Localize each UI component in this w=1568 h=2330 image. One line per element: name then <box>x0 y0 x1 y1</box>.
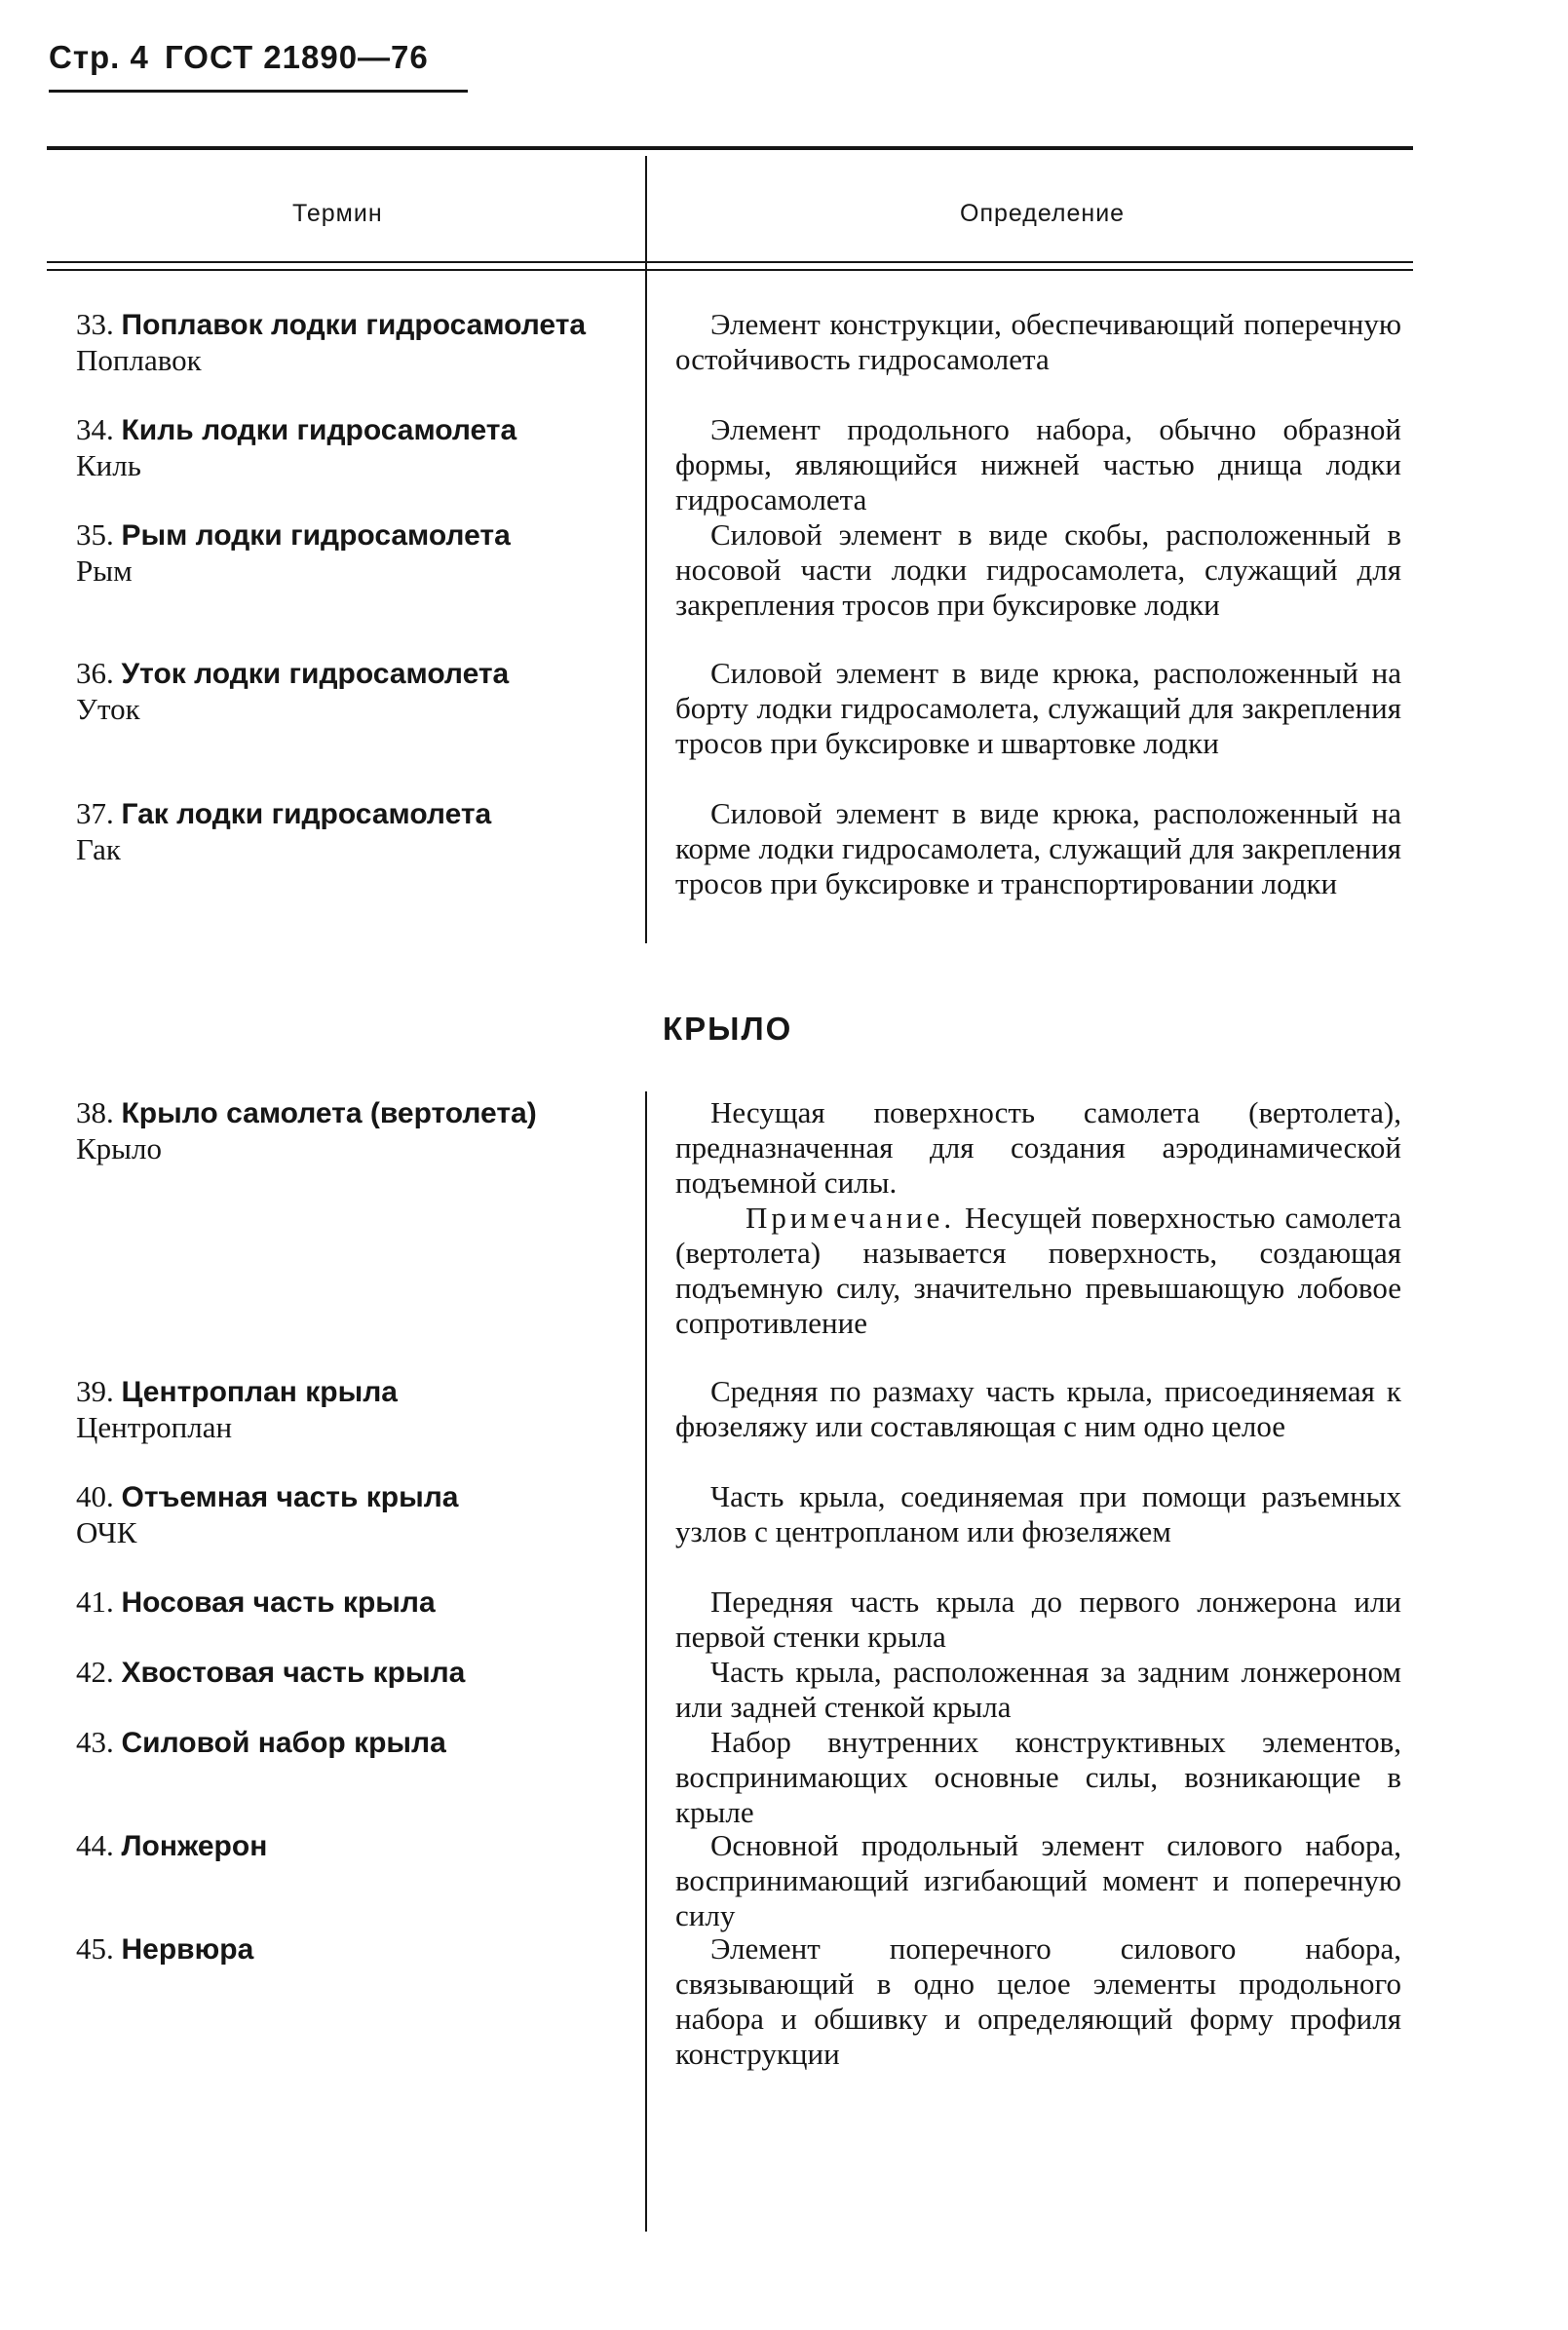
definition-column-header: Определение <box>960 200 1126 227</box>
header-rule-double <box>47 269 1413 271</box>
term-cell <box>76 307 666 378</box>
term-short-form: Поплавок <box>76 343 202 377</box>
page-header <box>49 39 429 76</box>
definition-cell: Набор внутренних конструктивных элементов, воспринимающих основные силы, возникающие в крыле <box>675 1725 1401 1829</box>
definition-cell: Передняя часть крыла до первого лонжерона или первой стенки крыла <box>675 1585 1401 1654</box>
term-number: 42. <box>76 1655 114 1689</box>
term-number: 43. <box>76 1725 114 1759</box>
term-name: Отъемная часть крыла <box>121 1481 459 1513</box>
term-name: Носовая часть крыла <box>121 1586 436 1619</box>
definition-cell: Силовой элемент в виде крюка, расположенный на корме лодки гидросамолета, служащий для закрепления тросов при буксировке и транспортировании лодки <box>675 796 1401 900</box>
term-number: 33. <box>76 307 114 341</box>
standard-code: ГОСТ 21890—76 <box>165 39 429 75</box>
term-number: 45. <box>76 1931 114 1966</box>
definition-cell: Элемент конструкции, обеспечивающий поперечную остойчивость гидросамолета <box>675 307 1401 376</box>
section-title: КРЫЛО <box>663 1011 793 1047</box>
term-number: 39. <box>76 1374 114 1408</box>
definition-cell: Силовой элемент в виде крюка, расположенный на борту лодки гидросамолета, служащий для закрепления тросов при буксировке и швартовке лодки <box>675 656 1401 760</box>
term-number: 40. <box>76 1479 114 1513</box>
term-name: Киль лодки гидросамолета <box>121 414 517 446</box>
header-rule <box>47 261 1413 263</box>
term-column-header: Термин <box>292 200 383 227</box>
term-number: 36. <box>76 656 114 690</box>
term-name: Центроплан крыла <box>121 1376 398 1408</box>
term-name: Рым лодки гидросамолета <box>121 519 511 552</box>
term-cell <box>76 1655 666 1691</box>
term-cell <box>76 656 666 727</box>
definition-cell: Основной продольный элемент силового набора, воспринимающий изгибающий момент и поперечную силу <box>675 1828 1401 1932</box>
term-name: Поплавок лодки гидросамолета <box>121 309 587 341</box>
term-cell <box>76 1931 666 1967</box>
note-label: Примечание. <box>746 1201 956 1235</box>
definition-cell: Силовой элемент в виде скобы, расположенный в носовой части лодки гидросамолета, служащий для закрепления тросов при буксировке лодки <box>675 517 1401 622</box>
term-name: Крыло самолета (вертолета) <box>121 1097 537 1129</box>
term-number: 38. <box>76 1095 114 1129</box>
term-short-form: Уток <box>76 692 140 726</box>
term-cell <box>76 1725 666 1761</box>
term-number: 44. <box>76 1828 114 1862</box>
term-number: 37. <box>76 796 114 830</box>
definition-cell: Элемент поперечного силового набора, связывающий в одно целое элементы продольного набора и обшивку и определяющий форму профиля конструкции <box>675 1931 1401 2071</box>
term-short-form: ОЧК <box>76 1515 137 1549</box>
term-cell <box>76 412 666 483</box>
term-short-form: Гак <box>76 832 121 866</box>
term-cell <box>76 1479 666 1550</box>
term-short-form: Центроплан <box>76 1410 233 1444</box>
definition-cell: Часть крыла, соединяемая при помощи разъемных узлов с центропланом или фюзеляжем <box>675 1479 1401 1548</box>
header-underline <box>49 90 468 93</box>
definition-cell: Часть крыла, расположенная за задним лонжероном или задней стенкой крыла <box>675 1655 1401 1724</box>
definition-cell: Средняя по размаху часть крыла, присоединяемая к фюзеляжу или составляющая с ним одно целое <box>675 1374 1401 1443</box>
note-text: Несущей поверхностью самолета (вертолета) называется поверхность, создающая подъемную силу, значительно превышающую лобовое сопротивление <box>675 1201 1402 1340</box>
term-cell <box>76 1585 666 1621</box>
term-cell <box>76 1095 666 1166</box>
term-name: Уток лодки гидросамолета <box>121 658 510 690</box>
definition-cell <box>675 1095 1401 1341</box>
definition-note <box>675 1201 1401 1341</box>
term-name: Гак лодки гидросамолета <box>121 798 492 830</box>
definition-text: Несущая поверхность самолета (вертолета), предназначенная для создания аэродинамической подъемной силы. <box>675 1095 1401 1200</box>
term-name: Лонжерон <box>121 1830 268 1862</box>
definition-cell: Элемент продольного набора, обычно образной формы, являющийся нижней частью днища лодки гидросамолета <box>675 412 1401 516</box>
term-cell <box>76 517 666 589</box>
term-name: Силовой набор крыла <box>121 1727 446 1759</box>
term-short-form: Крыло <box>76 1131 162 1165</box>
term-name: Хвостовая часть крыла <box>121 1657 466 1689</box>
term-cell <box>76 1828 666 1864</box>
term-short-form: Рым <box>76 554 133 588</box>
term-number: 35. <box>76 517 114 552</box>
term-short-form: Киль <box>76 448 141 482</box>
term-cell <box>76 796 666 867</box>
table-top-rule <box>47 146 1413 150</box>
term-name: Нервюра <box>121 1933 254 1966</box>
term-cell <box>76 1374 666 1445</box>
page-number: Стр. 4 <box>49 39 149 75</box>
term-number: 41. <box>76 1585 114 1619</box>
term-number: 34. <box>76 412 114 446</box>
